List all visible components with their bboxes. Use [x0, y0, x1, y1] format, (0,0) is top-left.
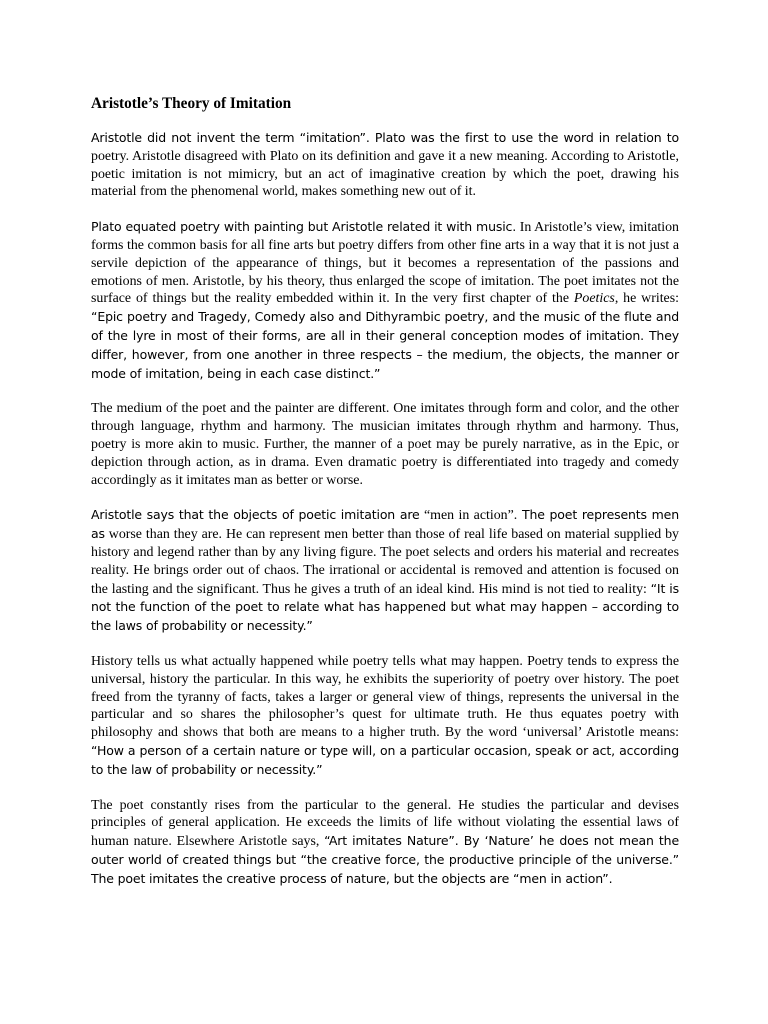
paragraph-4-body: worse than they are. He can represent men better than those of real life based on material supplied by history and legend rather than by any living figure. The poet selects and orders his material and recreates reality. He brings order out of chaos. The irrational or accidental is removed and attention is focused on the lasting and the significant. Thus he gives a truth of an ideal kind. His mind is not tied to reality: — [91, 527, 679, 597]
paragraph-5-body: History tells us what actually happened while poetry tells what may happen. Poetry tends to express the universal, history the particular. In this way, he exhibits the superiority of poetry over history. The poet freed from the tyranny of facts, takes a larger or general view of things, represents the universal in the particular and so shares the philosopher’s quest for ultimate truth. He thus equates poetry with philosophy and shows that both are means to a higher truth. By the word ‘universal’ Aristotle means: — [91, 653, 679, 741]
paragraph-2-opening: Plato equated poetry with painting but Aristotle related it with music. — [91, 219, 517, 235]
paragraph-2-body: In Aristotle’s view, imitation forms the common basis for all fine arts but poetry differs from other fine arts in a way that it is not just a servile depiction of the appearance of things, but it becomes a representation of the passions and emotions of men. Aristotle, by his theory, thus enlarged the scope of imitation. The poet imitates not the surface of things but the reality embedded within it. In the very first chapter of the — [91, 220, 679, 307]
paragraph-4-continuation: The poet represents men as — [91, 507, 679, 542]
paragraph-3: The medium of the poet and the painter are different. One imitates through form and color, and the other through language, rhythm and harmony. The musician imitates through rhythm and harmony. Thus, poetry is more akin to music. Further, the manner of a poet may be purely narrative, as in the Epic, or depiction through action, as in drama. Even dramatic poetry is differentiated into tragedy and comedy accordingly as it imitates man as better or worse. — [91, 401, 679, 488]
paragraph-4-opening: Aristotle says that the objects of poetic imitation are — [91, 507, 420, 523]
paragraph-6-body: The poet constantly rises from the particular to the general. He studies the particular and devises principles of general application. He exceeds the limits of life without violating the essential laws of human nature. Elsewhere Aristotle says, — [91, 797, 679, 850]
paragraph-6 — [91, 797, 679, 889]
paragraph-1 — [91, 129, 679, 201]
paragraph-2-lead: , he writes: — [614, 291, 679, 307]
men-in-action-phrase: “men in action”. — [419, 508, 518, 524]
paragraph-6-continuation: By ‘Nature’ he does — [458, 833, 589, 849]
document-page — [91, 95, 679, 905]
paragraph-2-quote: “Epic poetry and Tragedy, Comedy also and Dithyrambic poetry, and the music of the flute and of the lyre in most of their forms, are all in their general conception modes of imitation. They differ, however, from one another in three respects – the medium, the objects, the manner or mode of imitation, being in each case distinct.” — [91, 309, 679, 381]
art-imitates-nature-quote: “Art imitates Nature”. — [324, 833, 459, 849]
paragraph-5 — [91, 653, 679, 780]
paragraph-2 — [91, 218, 679, 383]
paragraph-1-body: poetry. Aristotle disagreed with Plato on its definition and gave it a new meaning. According to Aristotle, poetic imitation is not mimicry, but an act of imaginative creation by which the poet, drawing his material from the phenomenal world, makes something new out of it. — [91, 148, 679, 200]
poetics-title: Poetics — [573, 291, 615, 307]
page-title: Aristotle’s Theory of Imitation — [91, 95, 292, 112]
paragraph-6-closing: not mean the outer world of created things but “the creative force, the productive principle of the universe.” The poet imitates the creative process of nature, but the objects are “men in action”. — [91, 833, 679, 886]
paragraph-4-quote: “It is not the function of the poet to relate what has happened but what may happen – according to the laws of probability or necessity.” — [91, 580, 679, 634]
paragraph-4 — [91, 506, 679, 636]
paragraph-1-opening: Aristotle did not invent the term “imitation”. Plato was the first to use the word in relation to — [91, 130, 679, 145]
paragraph-5-quote: “How a person of a certain nature or type will, on a particular occasion, speak or act, according to the law of probability or necessity.” — [91, 742, 679, 777]
